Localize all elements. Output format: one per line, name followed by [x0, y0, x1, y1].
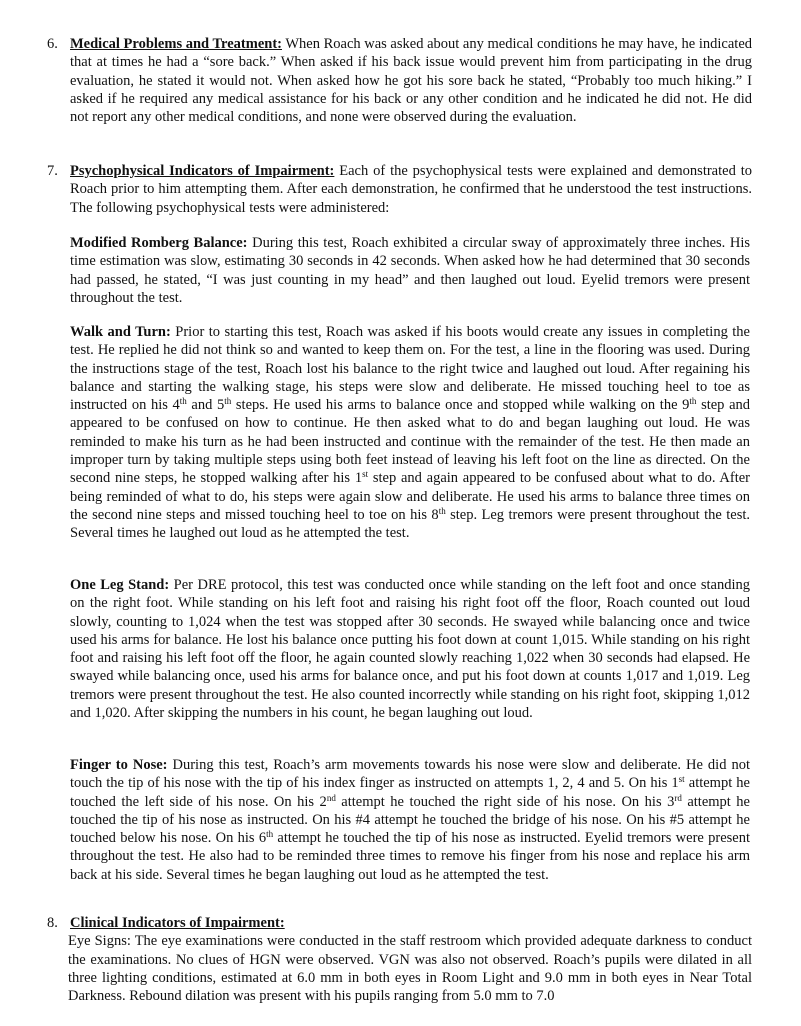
- paragraph-text: attempt he touched the tip of his nose as instructed. On his #4 attempt he touched the bridge of his nose. On his #5 attempt he touched below his nose. On his 6: [70, 793, 750, 847]
- section-8: [47, 914, 752, 1005]
- paragraph-text: step and appeared to be confused on how to continue. He then asked what to do and began laughing out loud. He was reminded to make his turn as he had been instructed and continue with the remainder of the test. He then made an improper turn by taking multiple steps using both feet instead of leaving his left foot on the line as directed. On the second nine steps, he stopped walking after his 1: [70, 397, 751, 487]
- section-heading-line: [70, 914, 752, 932]
- paragraph-text: steps. He used his arms to balance once and stopped while walking on the 9: [231, 397, 690, 414]
- section-number: 8.: [47, 915, 58, 931]
- subsection-title: Modified Romberg Balance:: [70, 235, 248, 251]
- ordinal-suffix: th: [689, 396, 697, 407]
- section-body: [70, 162, 752, 217]
- paragraph-text: attempt he touched the tip of his nose as instructed. Eyelid tremors were present throughout the test. He also had to be reminded three times to remove his finger from his nose and replace his arm back at his side. Several times he began laughing out loud as he attempted the test.: [70, 830, 750, 883]
- section-text: Eye Signs: The eye examinations were conducted in the staff restroom which provided adequate darkness to conduct the examinations. No clues of HGN were observed. VGN was also not observed. Roach’s pupils were dilated in all three lighting conditions, estimated at 6.0 mm in both eyes in Room Light and 9.0 mm in both eyes in Near Total Darkness. Rebound dilation was present with his pupils ranging from 5.0 mm to 7.0: [68, 933, 752, 1005]
- section-6: [47, 35, 752, 126]
- section-heading: Medical Problems and Treatment:: [70, 36, 282, 52]
- ordinal-suffix: st: [362, 469, 369, 480]
- romberg-paragraph: [70, 234, 750, 307]
- paragraph-text: step and again appeared to be confused about what to do. After being reminded of what to do, his steps were again slow and deliberate. He used his arms to balance three times on the second nine steps and missed touching heel to toe on his 8: [70, 470, 750, 523]
- section-7: [47, 162, 752, 217]
- ordinal-suffix: th: [438, 505, 446, 516]
- subsection-title: Walk and Turn:: [70, 324, 171, 340]
- paragraph-text: During this test, Roach exhibited a circular sway of approximately three inches. His time estimation was slow, estimating 30 seconds in 42 seconds. When asked how he had determined that 30 seconds had passed, he stated, “I was just counting in my head” and then laughed out loud. Eyelid tremors were present throughout the test.: [70, 235, 751, 306]
- one-leg-stand-paragraph: [70, 576, 750, 722]
- ordinal-suffix: rd: [674, 792, 682, 803]
- paragraph-text: Per DRE protocol, this test was conducted once while standing on the left foot and once standing on the right foot. While standing on his left foot and raising his right foot off the floor, Roach counted out loud slowly, counting to 1,024 when the test was stopped after 30 seconds. He swayed while balancing once and twice used his arms for balance. He lost his balance once putting his foot down at count 1,015. While standing on his right foot and raising his left foot off the floor, he again counted slowly reaching 1,022 when 30 seconds had elapsed. He swayed while balancing once, used his arms for balance once, and put his foot down at counts 1,017 and 1,019. Leg tremors were present throughout the test. He also counted incorrectly while standing on his right foot, skipping 1,012 and 1,020. After skipping the numbers in his count, he began laughing out loud.: [70, 577, 750, 722]
- ordinal-suffix: th: [224, 396, 232, 407]
- section-text: When Roach was asked about any medical conditions he may have, he indicated that at times he had a “sore back.” When asked if his back issue would prevent him from participating in the drug evaluation, he stated it would not. When asked how he got his sore back he stated, “Probably too much hiking.” I asked if he required any medical assistance for his back or any other condition and he indicated he did not. He did not report any other medical conditions, and none were observed during the evaluation.: [70, 36, 753, 126]
- ordinal-suffix: th: [179, 396, 187, 407]
- section-heading: Psychophysical Indicators of Impairment:: [70, 163, 335, 179]
- subsection-title: Finger to Nose:: [70, 757, 168, 773]
- finger-to-nose-paragraph: [70, 756, 750, 884]
- section-number: 6.: [47, 36, 58, 52]
- section-text: Each of the psychophysical tests were explained and demonstrated to Roach prior to him attempting them. After each demonstration, he confirmed that he understood the test instructions. The following psychophysical tests were administered:: [70, 163, 752, 216]
- paragraph-text: step. Leg tremors were present throughout the test. Several times he laughed out loud as he attempted the test.: [70, 506, 750, 542]
- section-heading: Clinical Indicators of Impairment:: [70, 915, 285, 931]
- section-number: 7.: [47, 163, 58, 179]
- ordinal-suffix: th: [266, 829, 274, 840]
- subsection-title: One Leg Stand:: [70, 577, 170, 593]
- ordinal-suffix: st: [678, 774, 685, 785]
- ordinal-suffix: nd: [326, 792, 336, 803]
- paragraph-text: and 5: [186, 397, 225, 414]
- paragraph-text: During this test, Roach’s arm movements towards his nose were slow and deliberate. He did not touch the tip of his nose with the tip of his index finger as instructed on attempts 1, 2, 4 and 5. On his 1: [70, 757, 750, 792]
- paragraph-text: Prior to starting this test, Roach was asked if his boots would create any issues in completing the test. He replied he did not think so and wanted to keep them on. For the test, a line in the flooring was used. During the instructions stage of the test, Roach lost his balance to the right twice and laughed out loud. After regaining his balance and starting the walking stage, his steps were slow and deliberate. He missed touching heel to toe as instructed on his 4: [70, 324, 750, 414]
- paragraph-text: attempt he touched the right side of his nose. On his 3: [335, 793, 675, 810]
- walk-and-turn-paragraph: [70, 323, 750, 543]
- paragraph-text: attempt he touched the left side of his nose. On his 2: [70, 775, 750, 810]
- section-body: [70, 35, 752, 126]
